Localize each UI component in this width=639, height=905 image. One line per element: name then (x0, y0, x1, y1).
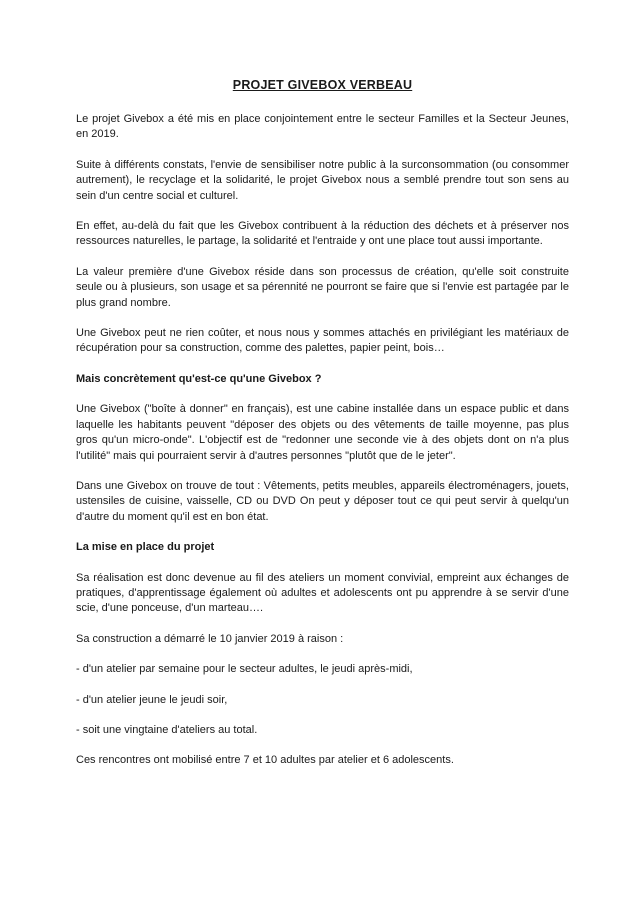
paragraph-en-effet: En effet, au-delà du fait que les Givebox contribuent à la réduction des déchets et à préserver nos ressources naturelles, le partage, la solidarité et l'entraide y ont une place tout aussi importante. (76, 220, 569, 248)
paragraph-intro: Le projet Givebox a été mis en place conjointement entre le secteur Familles et la Secteur Jeunes, en 2019. (76, 113, 569, 141)
document-title: PROJET GIVEBOX VERBEAU (232, 78, 413, 92)
list-item-adultes: - d'un atelier par semaine pour le secteur adultes, le jeudi après-midi, (76, 663, 413, 676)
paragraph-rencontres: Ces rencontres ont mobilisé entre 7 et 10 adultes par atelier et 6 adolescents. (76, 754, 454, 767)
list-item-total: - soit une vingtaine d'ateliers au total. (76, 723, 258, 736)
paragraph-realisation: Sa réalisation est donc devenue au fil des ateliers un moment convivial, empreint aux échanges de pratiques, d'apprentissage également où adultes et adolescents ont pu apprendre à se servir d'une scie, d'une ponceuse, d'un marteau…. (76, 571, 569, 615)
paragraph-contenu: Dans une Givebox on trouve de tout : Vêtements, petits meubles, appareils électroménagers, jouets, ustensiles de cuisine, vaisselle, CD ou DVD On peut y déposer tout ce qui peut servir à quelqu'un d'autre du moment qu'il est en bon état. (76, 479, 569, 523)
paragraph-constats: Suite à différents constats, l'envie de sensibiliser notre public à la surconsommation (ou consommer autrement), le recyclage et la solidarité, le projet Givebox nous a semblé prendre tout son sens au sein d'un centre social et culturel. (76, 158, 569, 202)
paragraph-valeur: La valeur première d'une Givebox réside dans son processus de création, qu'elle soit construite seule ou à plusieurs, son usage et sa pérennité ne pourront se faire que si l'envie est partagée par le plus grand nombre. (76, 265, 569, 309)
list-item-jeunes: - d'un atelier jeune le jeudi soir, (76, 693, 228, 706)
paragraph-cout: Une Givebox peut ne rien coûter, et nous nous y sommes attachés en privilégiant les matériaux de récupération pour sa construction, comme des palettes, papier peint, bois… (76, 327, 569, 355)
paragraph-construction: Sa construction a démarré le 10 janvier 2019 à raison : (76, 632, 344, 645)
section-heading-mise-en-place: La mise en place du projet (76, 541, 215, 554)
section-heading-concretement: Mais concrètement qu'est-ce qu'une Givebox ? (76, 372, 322, 385)
paragraph-definition: Une Givebox ("boîte à donner" en français), est une cabine installée dans un espace public et dans laquelle les habitants peuvent "déposer des objets ou des vêtements de taille moyenne, pas plus gros qu'un micro-onde". L'objectif est de "redonner une seconde vie à des objets dont on n'a plus l'utilité" mais qui pourraient servir à d'autres personnes "plutôt que de le jeter". (76, 403, 569, 462)
